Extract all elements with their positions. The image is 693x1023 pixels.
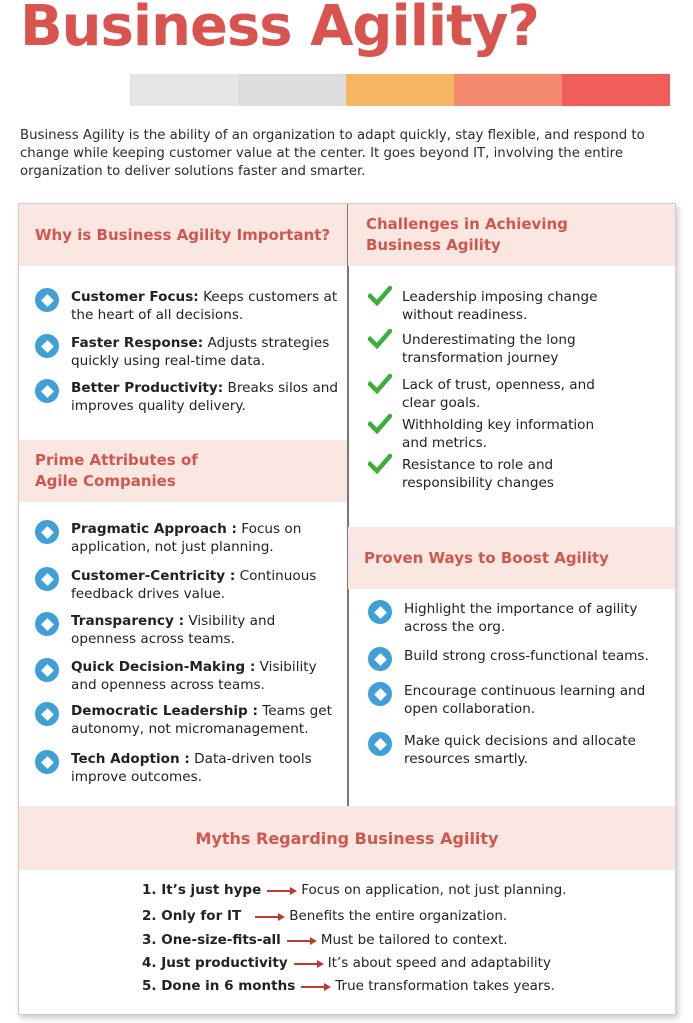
myth-row: 3. One-size-fits-all Must be tailored to context. (142, 932, 508, 948)
diamond-bullet-icon (35, 612, 59, 636)
challenge-item: Withholding key information and metrics. (368, 416, 617, 452)
diamond-bullet-icon (35, 288, 59, 312)
why-heading-text: Why is Business Agility Important? (35, 225, 331, 244)
proven-heading-text: Proven Ways to Boost Agility (364, 548, 609, 567)
page-title: Business Agility? (20, 0, 539, 59)
arrow-right-icon (255, 911, 285, 921)
checkmark-icon (368, 329, 392, 349)
proven-item: Make quick decisions and allocate resources smartly. (368, 732, 659, 768)
arrow-right-icon (294, 958, 324, 968)
diamond-bullet-icon (368, 647, 392, 671)
challenge-item: Lack of trust, openness, and clear goals. (368, 376, 617, 412)
why-item: Customer Focus: Keeps customers at the heart of all decisions. (35, 288, 341, 324)
challenges-heading-line2: Business Agility (366, 236, 501, 254)
diamond-bullet-icon (35, 520, 59, 544)
checkmark-icon (368, 286, 392, 306)
diamond-bullet-icon (368, 682, 392, 706)
arrow-right-icon (287, 935, 317, 945)
color-bar-segment-1 (130, 74, 238, 106)
intro-paragraph: Business Agility is the ability of an organization to adapt quickly, stay flexible, and respond to change while keeping customer value at the center. It goes beyond IT, involving the entire organization to deliver solutions faster and smarter. (20, 128, 645, 179)
arrow-right-icon (267, 885, 297, 895)
challenge-item: Underestimating the long transformation journey (368, 331, 617, 367)
diamond-bullet-icon (35, 379, 59, 403)
myths-heading-text: Myths Regarding Business Agility (195, 828, 499, 848)
myths-section (19, 806, 675, 1014)
color-bar (130, 74, 670, 106)
diamond-bullet-icon (368, 732, 392, 756)
checkmark-icon (368, 414, 392, 434)
why-heading (19, 204, 347, 266)
myth-row: 1. It’s just hype Focus on application, not just planning. (142, 882, 567, 898)
prime-item: Pragmatic Approach : Focus on application, not just planning. (35, 520, 341, 556)
challenge-item: Resistance to role and responsibility changes (368, 456, 617, 492)
prime-heading (19, 440, 347, 502)
challenges-heading (348, 204, 675, 266)
proven-item: Highlight the importance of agility across the org. (368, 600, 659, 636)
diamond-bullet-icon (35, 658, 59, 682)
prime-item: Transparency : Visibility and openness across teams. (35, 612, 341, 648)
diamond-bullet-icon (35, 702, 59, 726)
diamond-bullet-icon (35, 567, 59, 591)
prime-item: Tech Adoption : Data-driven tools improve outcomes. (35, 750, 341, 786)
info-card (18, 203, 676, 1015)
arrow-right-icon (301, 981, 331, 991)
diamond-bullet-icon (368, 600, 392, 624)
myth-row: 2. Only for IT Benefits the entire organization. (142, 908, 508, 924)
challenges-heading-line1: Challenges in Achieving (366, 215, 568, 233)
prime-item: Customer-Centricity : Continuous feedback drives value. (35, 567, 341, 603)
prime-item: Quick Decision-Making : Visibility and openness across teams. (35, 658, 341, 694)
why-item: Faster Response: Adjusts strategies quickly using real-time data. (35, 334, 341, 370)
checkmark-icon (368, 374, 392, 394)
myths-heading (19, 806, 675, 870)
color-bar-segment-5 (562, 74, 670, 106)
why-item: Better Productivity: Breaks silos and improves quality delivery. (35, 379, 341, 415)
challenge-item: Leadership imposing change without readiness. (368, 288, 617, 324)
diamond-bullet-icon (35, 334, 59, 358)
diamond-bullet-icon (35, 750, 59, 774)
prime-item: Democratic Leadership : Teams get autonomy, not micromanagement. (35, 702, 341, 738)
column-divider (347, 204, 349, 806)
myth-row: 5. Done in 6 months True transformation takes years. (142, 978, 555, 994)
color-bar-segment-4 (454, 74, 562, 106)
myth-row: 4. Just productivity It’s about speed and adaptability (142, 955, 551, 971)
color-bar-segment-2 (238, 74, 346, 106)
proven-item: Encourage continuous learning and open collaboration. (368, 682, 659, 718)
proven-item: Build strong cross-functional teams. (368, 647, 659, 671)
prime-heading-line1: Prime Attributes of (35, 451, 198, 469)
color-bar-segment-3 (346, 74, 454, 106)
prime-heading-line2: Agile Companies (35, 472, 176, 490)
checkmark-icon (368, 454, 392, 474)
proven-heading (348, 527, 675, 589)
